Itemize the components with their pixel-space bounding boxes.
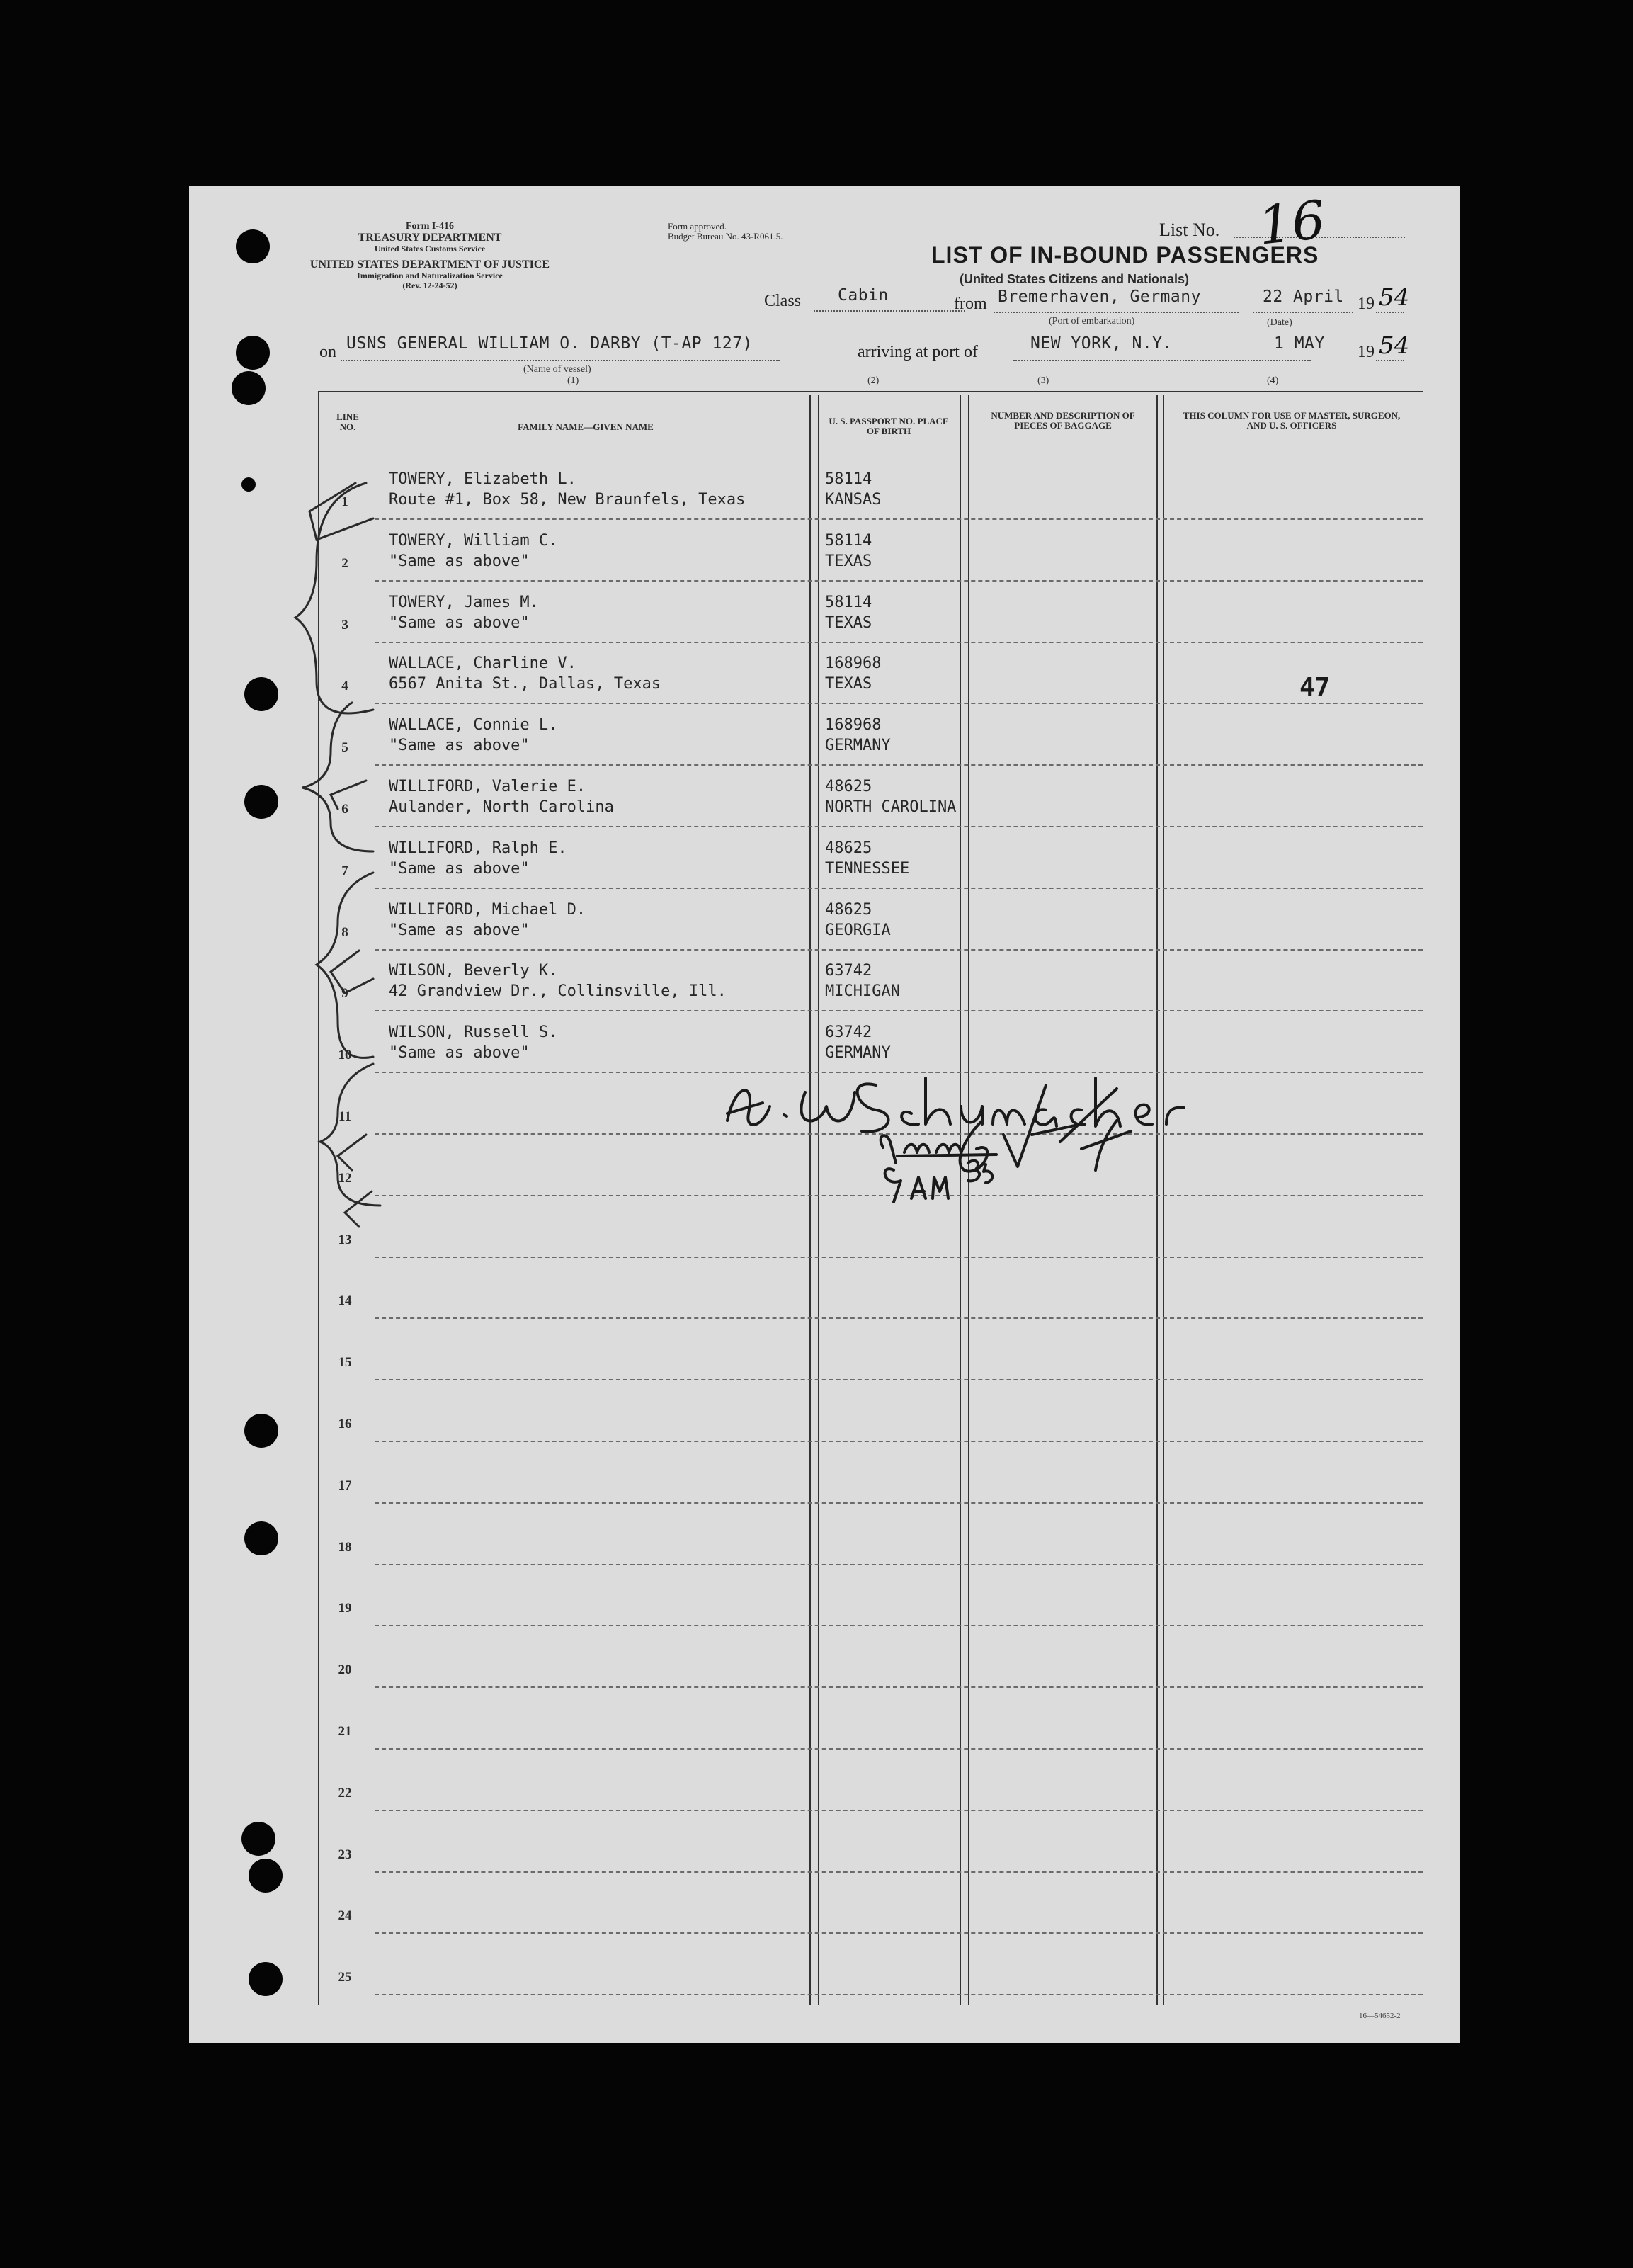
row-divider [375, 1379, 1423, 1380]
vessel-name: USNS GENERAL WILLIAM O. DARBY (T-AP 127) [346, 334, 753, 353]
col-header-name: FAMILY NAME—GIVEN NAME [518, 421, 654, 432]
row-divider [375, 1932, 1423, 1934]
line-number: 7 [341, 863, 348, 878]
list-no-handwritten: 16 [1255, 189, 1328, 257]
class-value: Cabin [838, 286, 889, 305]
row-divider [375, 826, 1423, 827]
passport-number: 48625 [825, 778, 872, 795]
punch-hole [249, 1962, 283, 1996]
line-number: 19 [338, 1601, 352, 1616]
punch-hole [236, 229, 270, 263]
revision: (Rev. 12-24-52) [402, 280, 457, 290]
punch-hole [244, 1414, 278, 1448]
arrival-port: NEW YORK, N.Y. [1030, 334, 1173, 353]
passenger-name: TOWERY, William C. [389, 531, 558, 550]
passport-number: 58114 [825, 593, 872, 611]
table-top-border [318, 391, 1423, 392]
line-number: 1 [341, 494, 348, 509]
row-divider [375, 1502, 1423, 1504]
line-number: 11 [338, 1109, 351, 1124]
line-number: 24 [338, 1908, 352, 1924]
col-num-3: (3) [1037, 375, 1049, 386]
passenger-address: Route #1, Box 58, New Braunfels, Texas [389, 491, 746, 509]
row-divider [375, 949, 1423, 951]
line-number: 6 [341, 802, 348, 817]
line-number: 2 [341, 555, 348, 571]
port-embark-caption: (Port of embarkation) [1049, 316, 1135, 327]
arrival-year-prefix: 19 [1358, 343, 1375, 361]
passenger-name: WILSON, Beverly K. [389, 962, 558, 980]
place-of-birth: GERMANY [825, 737, 891, 755]
row-divider [375, 703, 1423, 704]
col-num-4: (4) [1267, 375, 1279, 386]
row-divider [375, 1564, 1423, 1565]
treasury-dept: TREASURY DEPARTMENT [358, 232, 502, 244]
passenger-address: Aulander, North Carolina [389, 798, 614, 816]
line-number: 15 [338, 1355, 352, 1371]
line-number: 14 [338, 1293, 352, 1309]
footer-code: 16—54652-2 [1359, 2012, 1401, 2020]
passenger-name: WILLIFORD, Valerie E. [389, 778, 586, 795]
passport-number: 168968 [825, 716, 882, 735]
on-label: on [319, 343, 336, 361]
budget-bureau: Budget Bureau No. 43-R061.5. [668, 231, 783, 242]
embark-date: 22 April [1263, 288, 1344, 306]
date-caption: (Date) [1267, 317, 1292, 328]
passenger-address: "Same as above" [389, 737, 530, 755]
line-number: 5 [341, 740, 348, 756]
passenger-name: WILLIFORD, Ralph E. [389, 839, 567, 857]
passenger-name: TOWERY, James M. [389, 593, 539, 611]
row-divider [375, 1686, 1423, 1688]
place-of-birth: TEXAS [825, 552, 872, 570]
passenger-address: "Same as above" [389, 1044, 530, 1062]
row-divider [375, 888, 1423, 889]
line-number: 13 [338, 1232, 352, 1247]
place-of-birth: GERMANY [825, 1044, 891, 1062]
row-divider [375, 764, 1423, 766]
passenger-name: TOWERY, Elizabeth L. [389, 470, 576, 488]
line-number: 25 [338, 1970, 352, 1985]
punch-hole [244, 677, 278, 711]
punch-hole [241, 1822, 275, 1856]
ins-service: Immigration and Naturalization Service [357, 271, 503, 280]
row-divider [375, 1748, 1423, 1750]
manifest-page [189, 186, 1460, 2043]
justice-dept: UNITED STATES DEPARTMENT OF JUSTICE [309, 259, 550, 271]
line-number: 4 [341, 679, 348, 694]
from-label: from [954, 295, 987, 313]
line-number: 9 [341, 986, 348, 1002]
col-header-line-no: LINE NO. [336, 412, 359, 432]
class-label: Class [764, 292, 802, 310]
line-number: 17 [338, 1478, 352, 1493]
page-subtitle: (United States Citizens and Nationals) [960, 272, 1190, 286]
list-no-label: List No. [1159, 220, 1220, 240]
row-divider [375, 1317, 1423, 1319]
passport-number: 63742 [825, 1024, 872, 1042]
place-of-birth: GEORGIA [825, 921, 891, 939]
punch-hole [244, 785, 278, 819]
punch-hole [236, 336, 270, 370]
passenger-address: "Same as above" [389, 921, 530, 939]
passenger-name: WILSON, Russell S. [389, 1024, 558, 1042]
place-of-birth: MICHIGAN [825, 982, 900, 1001]
officer-signature [713, 1064, 1223, 1291]
form-approved: Form approved. [668, 221, 727, 232]
port-of-embarkation: Bremerhaven, Germany [998, 288, 1201, 306]
col-header-passport: U. S. PASSPORT NO. PLACE OF BIRTH [829, 416, 949, 436]
passenger-address: "Same as above" [389, 859, 530, 878]
row-divider [375, 1810, 1423, 1811]
passenger-name: WALLACE, Charline V. [389, 654, 576, 673]
year-prefix: 19 [1358, 295, 1375, 313]
passenger-name: WILLIFORD, Michael D. [389, 900, 586, 919]
place-of-birth: NORTH CAROLINA [825, 798, 957, 816]
line-number: 8 [341, 924, 348, 940]
customs-service: United States Customs Service [374, 244, 486, 254]
place-of-birth: TEXAS [825, 613, 872, 632]
embark-year: 54 [1379, 283, 1410, 312]
line-number: 10 [338, 1048, 352, 1063]
punch-hole [232, 371, 266, 405]
passport-number: 48625 [825, 900, 872, 919]
arrival-date: 1 MAY [1274, 334, 1325, 353]
place-of-birth: KANSAS [825, 491, 882, 509]
row-divider [375, 1010, 1423, 1011]
passport-number: 63742 [825, 962, 872, 980]
passenger-address: 6567 Anita St., Dallas, Texas [389, 675, 661, 693]
col-num-2: (2) [867, 375, 880, 386]
row-divider [375, 1441, 1423, 1442]
row-divider [375, 1994, 1423, 1995]
line-number: 16 [338, 1417, 352, 1431]
punch-hole [249, 1859, 283, 1893]
page-title: LIST OF IN-BOUND PASSENGERS [931, 242, 1319, 268]
line-number: 12 [338, 1170, 352, 1186]
row-divider [375, 518, 1423, 520]
line-number: 21 [338, 1724, 352, 1739]
arrival-year: 54 [1379, 331, 1410, 360]
passport-number: 168968 [825, 654, 882, 673]
row-divider [375, 580, 1423, 582]
punch-hole [244, 1521, 278, 1555]
arriving-label: arriving at port of [858, 343, 978, 361]
line-number: 23 [338, 1847, 352, 1862]
place-of-birth: TEXAS [825, 675, 872, 693]
passenger-address: "Same as above" [389, 613, 530, 632]
vessel-caption: (Name of vessel) [523, 364, 591, 375]
col-header-baggage: NUMBER AND DESCRIPTION OF PIECES OF BAGGAGE [991, 410, 1135, 431]
passport-number: 48625 [825, 839, 872, 857]
row-divider [375, 1625, 1423, 1626]
col-num-1: (1) [567, 375, 579, 386]
place-of-birth: TENNESSEE [825, 859, 910, 878]
row-divider [375, 642, 1423, 643]
passport-number: 58114 [825, 470, 872, 488]
passenger-address: 42 Grandview Dr., Collinsville, Ill. [389, 982, 727, 1001]
punch-hole [241, 477, 256, 492]
row-divider [375, 1871, 1423, 1873]
line-number: 20 [338, 1662, 352, 1678]
line-number: 3 [341, 617, 348, 633]
passport-number: 58114 [825, 531, 872, 550]
passenger-address: "Same as above" [389, 552, 530, 570]
officer-number: 47 [1299, 673, 1331, 702]
col-header-officers: THIS COLUMN FOR USE OF MASTER, SURGEON, AND U. S. OFFICERS [1183, 410, 1401, 431]
grouping-bracket-marks [288, 455, 387, 1255]
form-number: Form I-416 [405, 221, 455, 232]
passenger-name: WALLACE, Connie L. [389, 716, 558, 735]
line-number: 18 [338, 1539, 352, 1555]
line-number: 22 [338, 1785, 352, 1801]
